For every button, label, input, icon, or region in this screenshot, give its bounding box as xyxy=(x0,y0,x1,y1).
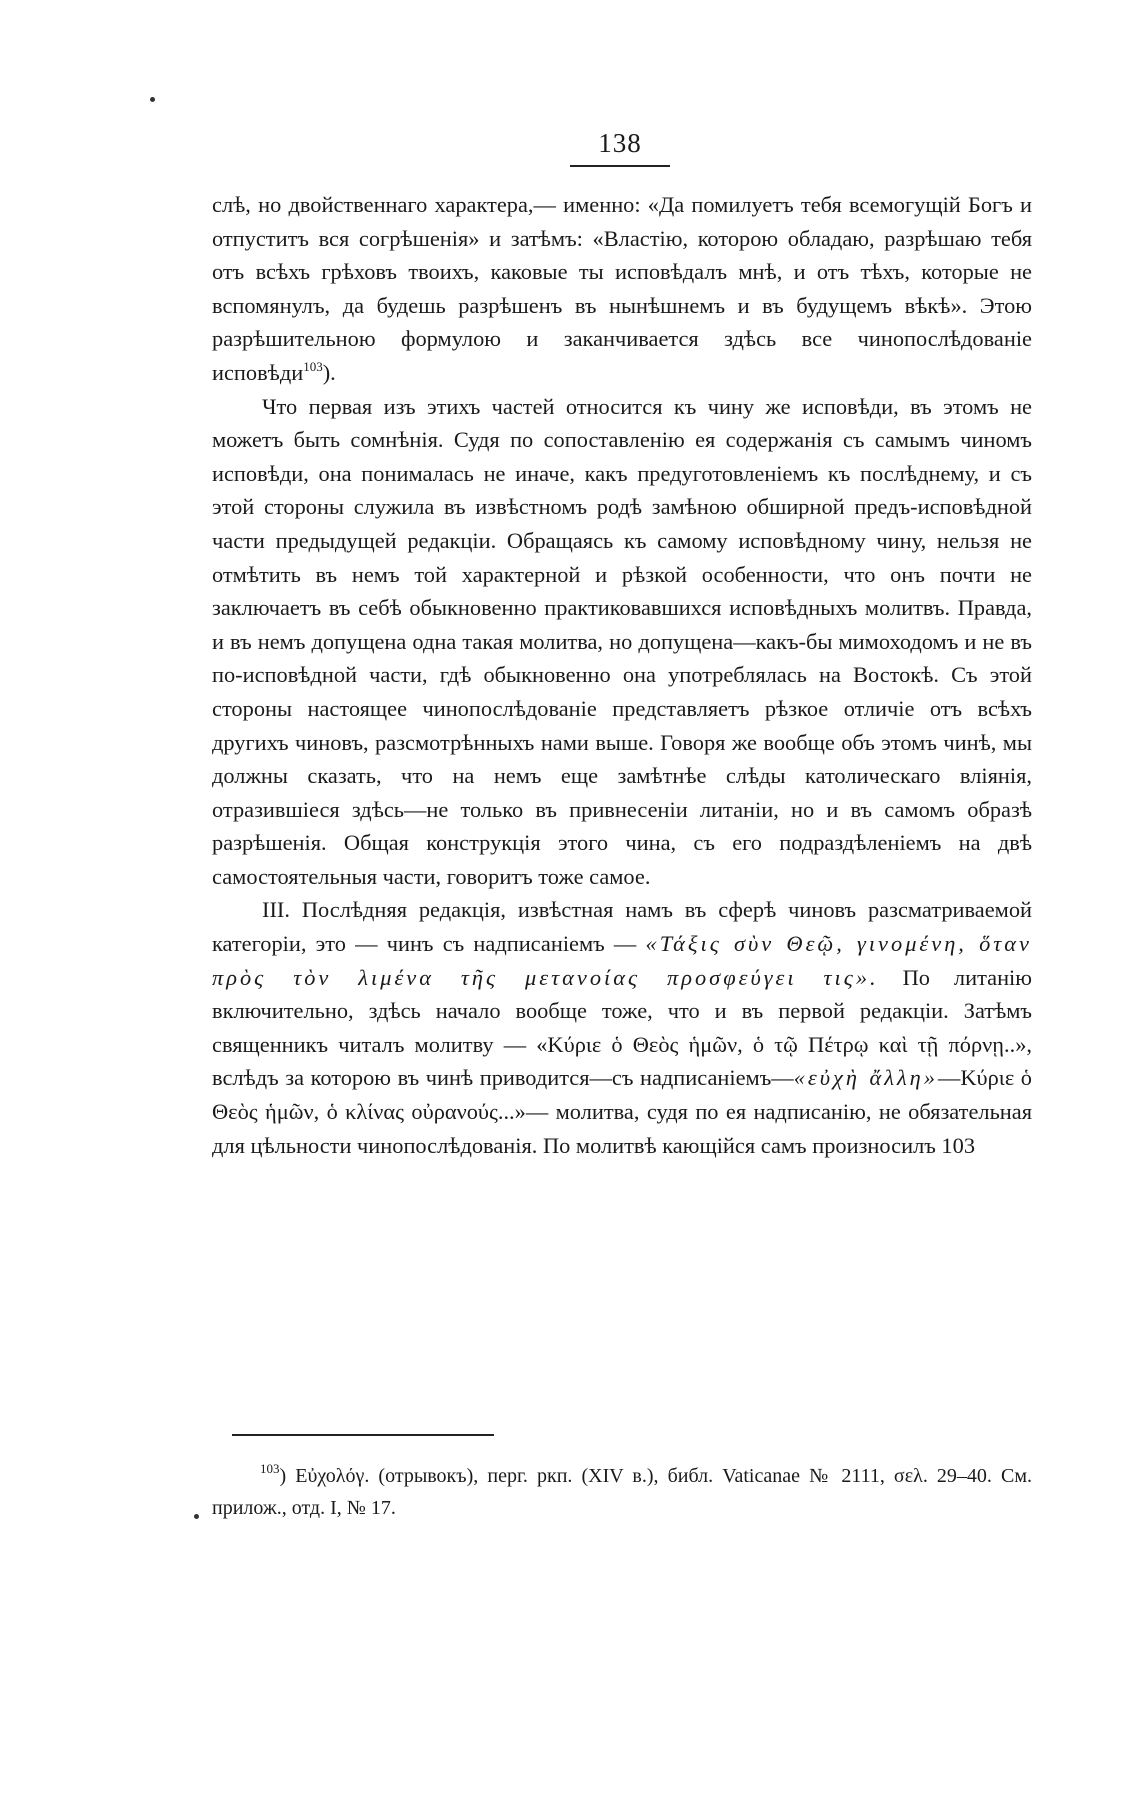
paragraph-1-tail: ). xyxy=(322,359,336,385)
paragraph-3-seg1: III. Послѣдняя редакція, извѣстная намъ въ сферѣ чиновъ разсматриваемой категоріи, это — чинъ съ надписаніемъ — xyxy=(212,897,1032,957)
greek-inscription: «εὐχὴ ἄλλη» xyxy=(793,1065,938,1091)
main-text xyxy=(212,188,1032,1162)
paragraph-3-seg2: По литанію включительно, здѣсь начало вообще тоже, что и въ первой редакціи. Затѣмъ священникъ читалъ молитву — «Κύριε ὁ Θεὸς ἡμῶν, ὁ τῷ Πέτρῳ καὶ τῇ πόρνῃ..», вслѣдъ за которою въ чинѣ приводится—съ надписаніемъ— xyxy=(212,964,1033,1091)
paragraph-3-seg3: —Κύριε ὁ Θεὸς ἡμῶν, ὁ κλίνας οὐρανούς...»— молитва, судя по ея надписанію, не обязательная для цѣльности чинопослѣдованія. По молитвѣ кающійся самъ произносилъ 103 xyxy=(212,1065,1032,1158)
paragraph-1-text: слѣ, но двойственнаго характера,— именно: «Да помилуетъ тебя всемогущій Богъ и отпуститъ вся согрѣшенія» и затѣмъ: «Властію, которою обладаю, разрѣшаю тебя отъ всѣхъ грѣховъ твоихъ, каковые ты исповѣдалъ мнѣ, и отъ тѣхъ, которые не вспомянулъ, да будешь разрѣшенъ въ нынѣшнемъ и въ будущемъ вѣкѣ». Этою разрѣшительною формулою и заканчивается здѣсь все чинопослѣдованіе исповѣди xyxy=(212,192,1032,385)
footnote-number: 103 xyxy=(260,1461,280,1476)
margin-speck xyxy=(150,97,155,102)
footnote-103 xyxy=(212,1460,1032,1524)
footnote-text: ) Εὐχολόγ. (отрывокъ), перг. ркп. (XIV в.), библ. Vaticanae № 2111, σελ. 29–40. См. прилож., отд. I, № 17. xyxy=(212,1465,1032,1519)
page-number: 138 xyxy=(598,128,642,158)
footnote-rule xyxy=(232,1434,494,1436)
footnote xyxy=(212,1460,1032,1524)
paragraph-2: Что первая изъ этихъ частей относится къ чину же исповѣди, въ этомъ не можетъ быть сомнѣнія. Судя по сопоставленію ея содержанія съ самымъ чиномъ исповѣди, она понималась не иначе, какъ предуготовленіемъ къ послѣднему, и съ этой стороны служила въ извѣстномъ родѣ замѣною обширной предъ-исповѣдной части предыдущей редакціи. Обращаясь къ самому исповѣдному чину, нельзя не отмѣтить въ немъ той характерной и рѣзкой особенности, что онъ почти не заключаетъ въ себѣ обыкновенно практиковавшихся исповѣдныхъ молитвъ. Правда, и въ немъ допущена одна такая молитва, но допущена—какъ-бы мимоходомъ и не въ по-исповѣдной части, гдѣ обыкновенно она употреблялась на Востокѣ. Съ этой стороны настоящее чинопослѣдованіе представляетъ рѣзкое отличіе отъ всѣхъ другихъ чиновъ, разсмотрѣнныхъ нами выше. Говоря же вообще объ этомъ чинѣ, мы должны сказать, что на немъ еще замѣтнѣе слѣды католическаго вліянія, отразившіеся здѣсь—не только въ привнесеніи литаніи, но и въ самомъ образѣ разрѣшенія. Общая конструкція этого чина, съ его подраздѣленіемъ на двѣ самостоятельныя части, говоритъ тоже самое. xyxy=(212,393,1032,889)
greek-title: «Τάξις σὺν Θεῷ, γινομένη, ὅταν πρὸς τὸν λιμένα τῆς μετανοίας προσφεύγει τις». xyxy=(212,931,1032,990)
footnote-ref: 103 xyxy=(303,358,323,374)
paragraph-3 xyxy=(212,893,1032,1162)
paragraph-1 xyxy=(212,188,1032,390)
page-number-rule xyxy=(570,165,670,167)
margin-speck xyxy=(194,1514,199,1519)
